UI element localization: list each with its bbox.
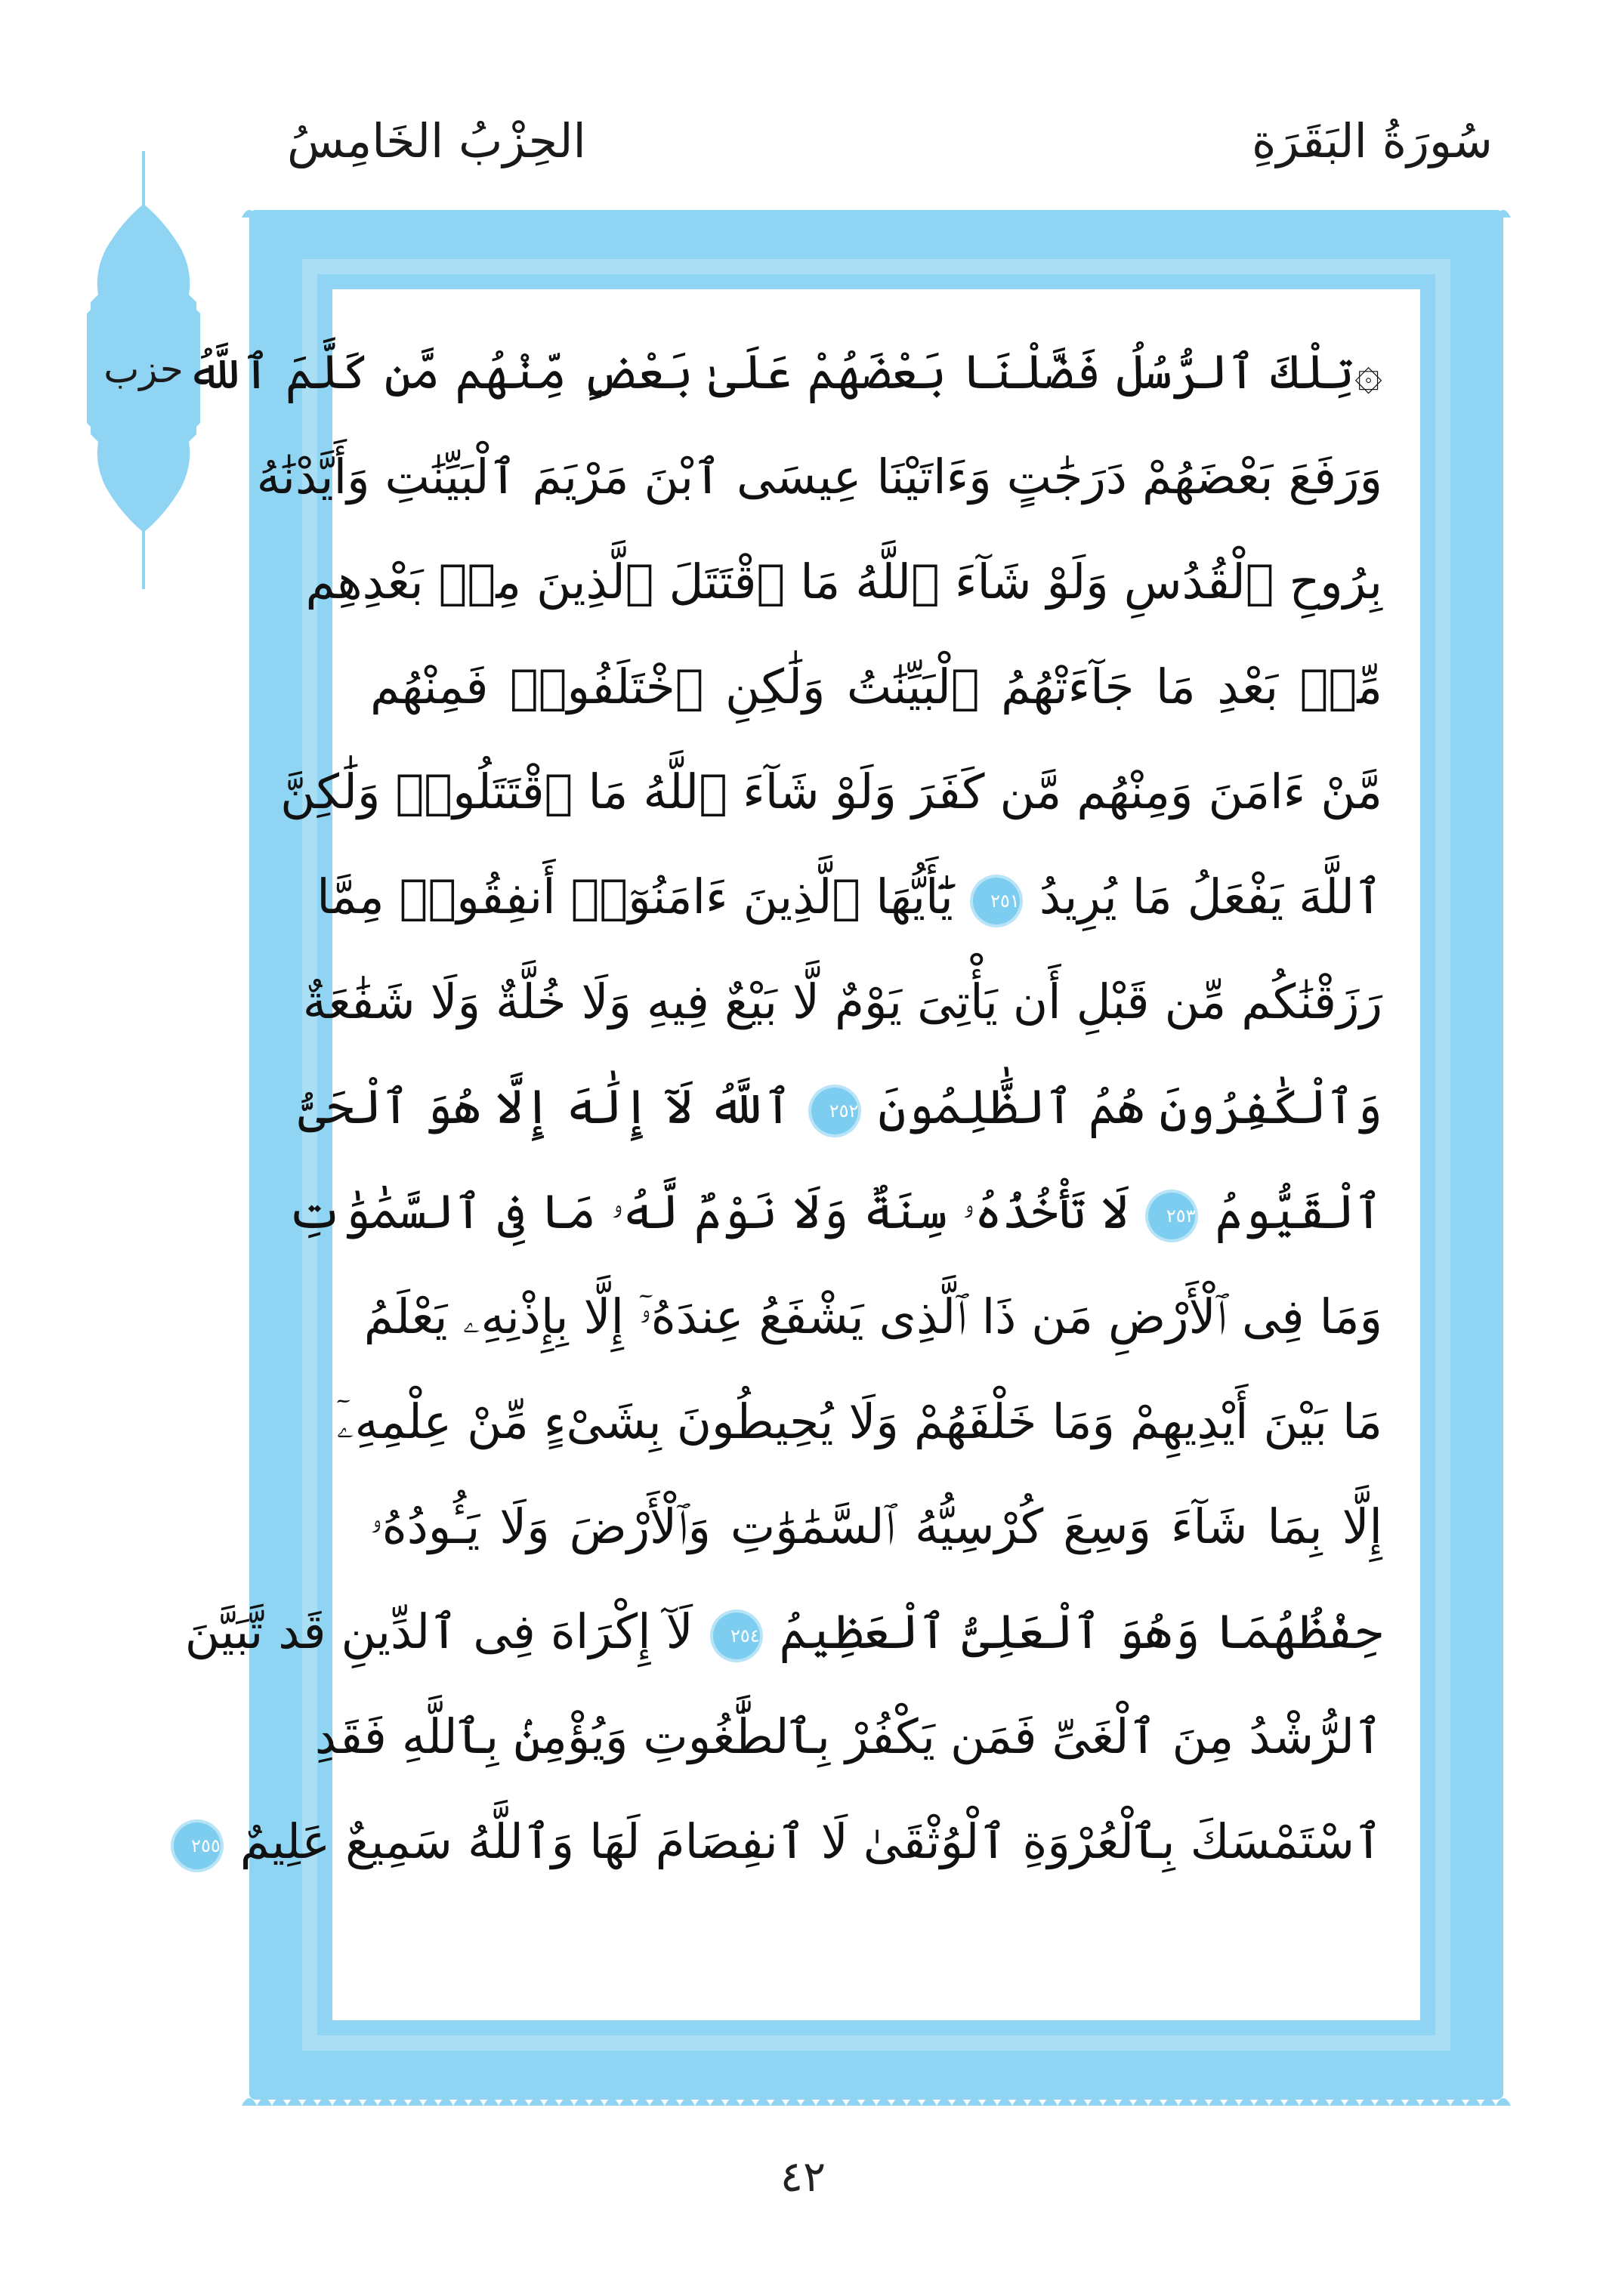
page-number: ٤٢ — [780, 2152, 826, 2202]
ayah-number-marker: ٢٥٣ — [1148, 1193, 1195, 1239]
ayah-number-marker: ٢٥١ — [973, 878, 1020, 924]
hizb-side-label: حزب — [103, 347, 184, 391]
ayah-line: وَرَفَعَ بَعْضَهُمْ دَرَجَٰتٍ وَءَاتَيْنَا عِيسَى ٱبْنَ مَرْيَمَ ٱلْبَيِّنَٰتِ وَأَيَّدْنَٰهُ — [256, 449, 1382, 505]
ayah-number-marker: ٢٥٢ — [811, 1088, 858, 1134]
ayah-line: ٱلْقَيُّومُ ٢٥٣ لَا تَأْخُذُهُۥ سِنَةٌ وَلَا نَوْمٌ لَّهُۥ مَا فِى ٱلسَّمَٰوَٰتِ — [286, 1184, 1382, 1239]
ayah-line: ٱلرُّشْدُ مِنَ ٱلْغَىِّ فَمَن يَكْفُرْ بِٱلطَّٰغُوتِ وَيُؤْمِنۢ بِٱللَّهِ فَقَدِ — [314, 1709, 1382, 1764]
ayah-line: ۞تِلْكَ ٱلرُّسُلُ فَضَّلْنَا بَعْضَهُمْ عَلَىٰ بَعْضٍ مِّنْهُم مَّن كَلَّمَ ٱللَّهُ — [187, 344, 1382, 400]
ayah-line: بِرُوحِ ٱلْقُدُسِ وَلَوْ شَآءَ ٱللَّهُ مَا ٱقْتَتَلَ ٱلَّذِينَ مِنۢ بَعْدِهِم — [305, 554, 1382, 609]
ayah-line: مَّنْ ءَامَنَ وَمِنْهُم مَّن كَفَرَ وَلَوْ شَآءَ ٱللَّهُ مَا ٱقْتَتَلُوا۟ وَلَٰكِنَّ — [280, 764, 1382, 819]
ayah-number-marker: ٢٥٤ — [713, 1612, 760, 1659]
ayah-line: رَزَقْنَٰكُم مِّن قَبْلِ أَن يَأْتِىَ يَوْمٌ لَّا بَيْعٌ فِيهِ وَلَا خُلَّةٌ وَلَا شَفَٰعَةٌ — [302, 974, 1382, 1029]
quran-text-panel — [184, 289, 1420, 2020]
page-frame — [184, 202, 1511, 2107]
ayah-line: حِفْظُهُمَا وَهُوَ ٱلْعَلِىُّ ٱلْعَظِيمُ ٢٥٤ لَآ إِكْرَاهَ فِى ٱلدِّينِ قَد تَّبَيَّنَ — [184, 1604, 1382, 1659]
hizb-title: الحِزْبُ الخَامِسُ — [287, 113, 586, 168]
surah-title: سُورَةُ البَقَرَةِ — [1252, 113, 1493, 168]
ayah-line: وَمَا فِى ٱلْأَرْضِ مَن ذَا ٱلَّذِى يَشْفَعُ عِندَهُۥٓ إِلَّا بِإِذْنِهِۦ يَعْلَمُ — [363, 1289, 1382, 1344]
ayah-line: وَٱلْكَٰفِرُونَ هُمُ ٱلظَّٰلِمُونَ ٢٥٢ ٱللَّهُ لَآ إِلَٰهَ إِلَّا هُوَ ٱلْحَىُّ — [298, 1079, 1382, 1134]
ayah-line: مَا بَيْنَ أَيْدِيهِمْ وَمَا خَلْفَهُمْ وَلَا يُحِيطُونَ بِشَىْءٍ مِّنْ عِلْمِهِۦٓ — [336, 1394, 1382, 1449]
ayah-line: ٱسْتَمْسَكَ بِٱلْعُرْوَةِ ٱلْوُثْقَىٰ لَا ٱنفِصَامَ لَهَا وَٱللَّهُ سَمِيعٌ عَلِيمٌ ٢٥٥ — [370, 1789, 1382, 1894]
ayah-line: إِلَّا بِمَا شَآءَ وَسِعَ كُرْسِيُّهُ ٱلسَّمَٰوَٰتِ وَٱلْأَرْضَ وَلَا يَـُٔودُهُۥ — [370, 1499, 1382, 1554]
ayah-number-marker: ٢٥٥ — [174, 1822, 221, 1869]
ayah-line: مِّنۢ بَعْدِ مَا جَآءَتْهُمُ ٱلْبَيِّنَٰتُ وَلَٰكِنِ ٱخْتَلَفُوا۟ فَمِنْهُم — [370, 659, 1382, 714]
ayah-line: ٱللَّهَ يَفْعَلُ مَا يُرِيدُ ٢٥١ يَٰٓأَيُّهَا ٱلَّذِينَ ءَامَنُوٓا۟ أَنفِقُوا۟ مِمَّا — [317, 869, 1382, 924]
